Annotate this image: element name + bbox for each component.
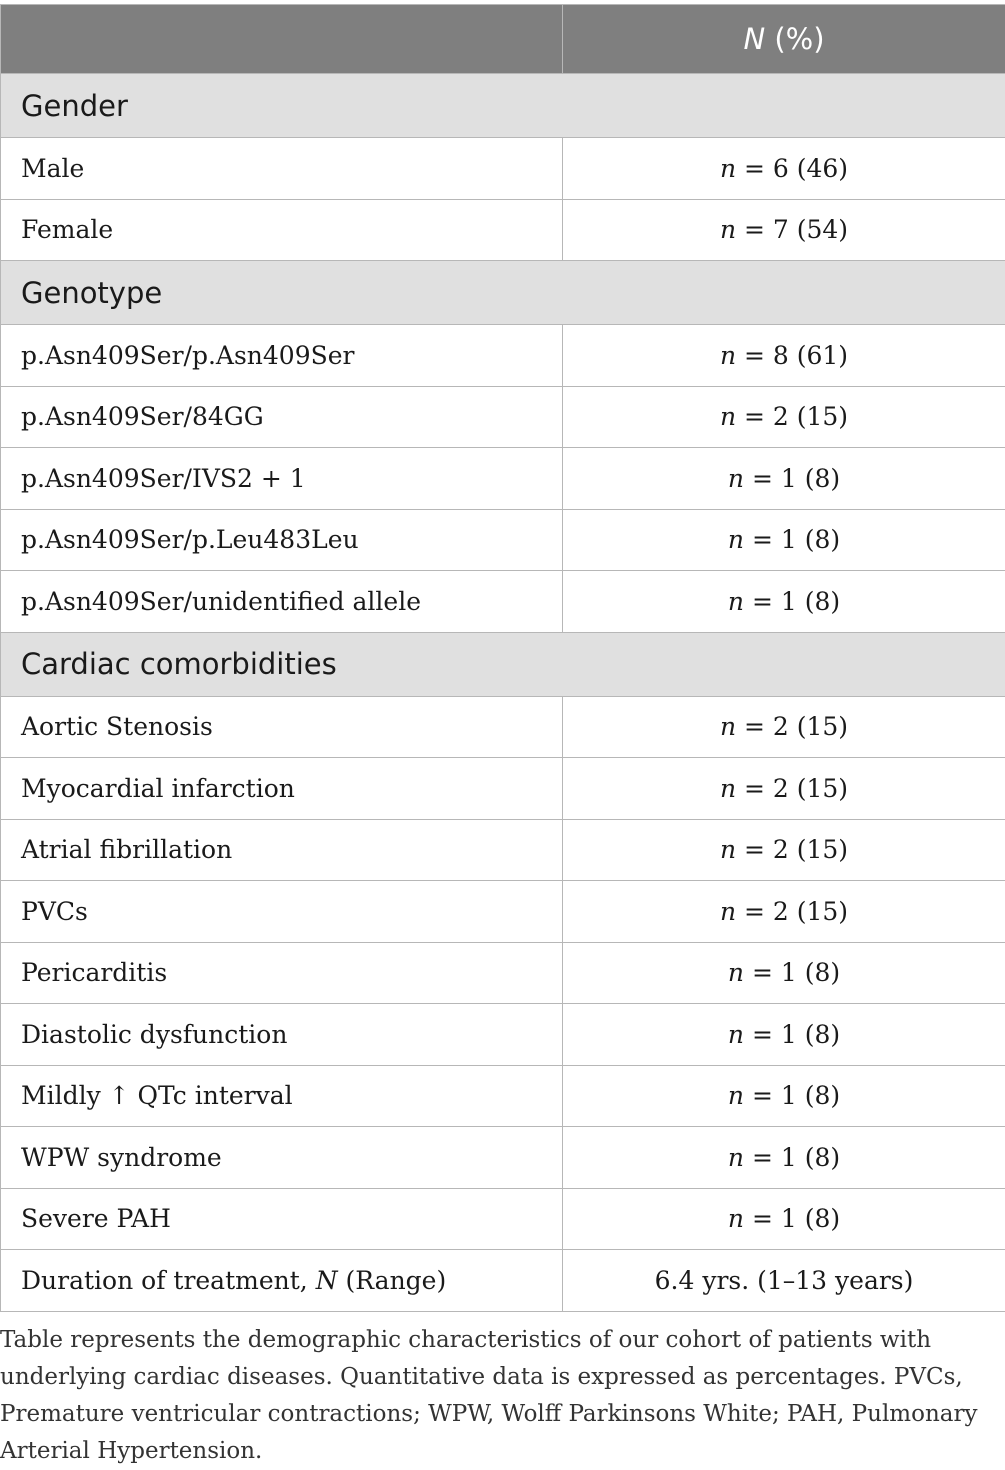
duration-row: [1, 1250, 1005, 1312]
row-value: [563, 1188, 1005, 1250]
table-row: [1, 819, 1005, 881]
row-value-count: = 2 (15): [736, 712, 848, 741]
row-value-n: n: [728, 587, 744, 616]
row-value-count: = 1 (8): [744, 1204, 840, 1233]
row-label: Male: [1, 138, 563, 200]
duration-label: [1, 1250, 563, 1312]
table-row: [1, 138, 1005, 200]
row-value: [563, 881, 1005, 943]
row-label: p.Asn409Ser/unidentified allele: [1, 571, 563, 633]
section-title: Gender: [1, 74, 1005, 138]
table-row: [1, 325, 1005, 387]
row-value-count: = 2 (15): [736, 774, 848, 803]
header-label-cell: [1, 5, 563, 74]
row-value-n: n: [720, 154, 736, 183]
table-row: [1, 571, 1005, 633]
table-row: [1, 386, 1005, 448]
row-value-count: = 7 (54): [736, 215, 848, 244]
duration-label-pre: Duration of treatment,: [21, 1266, 316, 1295]
row-value: [563, 509, 1005, 571]
row-value: [563, 758, 1005, 820]
table-row: [1, 758, 1005, 820]
section-title: Cardiac comorbidities: [1, 632, 1005, 696]
row-value-count: = 8 (61): [736, 341, 848, 370]
table-row: [1, 942, 1005, 1004]
row-label: p.Asn409Ser/84GG: [1, 386, 563, 448]
row-value-count: = 2 (15): [736, 402, 848, 431]
row-label: Atrial fibrillation: [1, 819, 563, 881]
row-value: [563, 138, 1005, 200]
row-value: [563, 386, 1005, 448]
table-caption: Table represents the demographic characteristics of our cohort of patients with underlying cardiac diseases. Quantitative data is expressed as percentages. PVCs, Premature ventricular contractions; WPW, Wolff Parkinsons White; PAH, Pulmonary Arterial Hypertension.: [0, 1322, 1000, 1470]
row-label: PVCs: [1, 881, 563, 943]
row-value: [563, 325, 1005, 387]
header-n: N: [743, 22, 765, 56]
row-label: Female: [1, 199, 563, 261]
row-value-count: = 1 (8): [744, 464, 840, 493]
row-label: WPW syndrome: [1, 1127, 563, 1189]
section-title: Genotype: [1, 261, 1005, 325]
table-row: [1, 1127, 1005, 1189]
row-value-count: = 2 (15): [736, 897, 848, 926]
row-value-n: n: [720, 215, 736, 244]
row-value-n: n: [720, 897, 736, 926]
row-value: [563, 942, 1005, 1004]
row-value-count: = 1 (8): [744, 1020, 840, 1049]
table-body: [1, 74, 1005, 1312]
row-label: Myocardial infarction: [1, 758, 563, 820]
row-value-count: = 1 (8): [744, 525, 840, 554]
row-value: [563, 448, 1005, 510]
row-value-count: = 2 (15): [736, 835, 848, 864]
row-value-n: n: [720, 341, 736, 370]
row-value-count: = 1 (8): [744, 587, 840, 616]
section-row: [1, 74, 1005, 138]
duration-label-post: (Range): [338, 1266, 447, 1295]
row-label: Mildly ↑ QTc interval: [1, 1065, 563, 1127]
duration-value: 6.4 yrs. (1–13 years): [563, 1250, 1005, 1312]
row-value-n: n: [728, 464, 744, 493]
table-row: [1, 1065, 1005, 1127]
table-header-row: [1, 5, 1005, 74]
row-value: [563, 571, 1005, 633]
row-label: Pericarditis: [1, 942, 563, 1004]
table-row: [1, 696, 1005, 758]
table-row: [1, 1004, 1005, 1066]
row-value-n: n: [720, 712, 736, 741]
row-value: [563, 1004, 1005, 1066]
row-value: [563, 199, 1005, 261]
row-value-n: n: [728, 1081, 744, 1110]
table-row: [1, 509, 1005, 571]
duration-label-n: N: [316, 1266, 338, 1295]
table-row: [1, 881, 1005, 943]
row-label: Aortic Stenosis: [1, 696, 563, 758]
row-label: Diastolic dysfunction: [1, 1004, 563, 1066]
section-row: [1, 261, 1005, 325]
row-value: [563, 1065, 1005, 1127]
row-value-n: n: [728, 1204, 744, 1233]
row-label: p.Asn409Ser/IVS2 + 1: [1, 448, 563, 510]
row-value-n: n: [720, 402, 736, 431]
row-value-n: n: [728, 958, 744, 987]
row-value-count: = 1 (8): [744, 958, 840, 987]
demographics-table: [0, 4, 1005, 1312]
row-value-n: n: [728, 525, 744, 554]
row-label: p.Asn409Ser/p.Asn409Ser: [1, 325, 563, 387]
table-row: [1, 199, 1005, 261]
table-row: [1, 448, 1005, 510]
table-row: [1, 1188, 1005, 1250]
header-value-cell: [563, 5, 1005, 74]
row-value-n: n: [720, 835, 736, 864]
row-value: [563, 696, 1005, 758]
row-value-n: n: [720, 774, 736, 803]
row-value-count: = 1 (8): [744, 1143, 840, 1172]
row-label: Severe PAH: [1, 1188, 563, 1250]
row-value-count: = 6 (46): [736, 154, 848, 183]
row-value-n: n: [728, 1020, 744, 1049]
row-value-n: n: [728, 1143, 744, 1172]
header-percent: (%): [765, 22, 824, 56]
row-value: [563, 1127, 1005, 1189]
row-value: [563, 819, 1005, 881]
row-label: p.Asn409Ser/p.Leu483Leu: [1, 509, 563, 571]
section-row: [1, 632, 1005, 696]
row-value-count: = 1 (8): [744, 1081, 840, 1110]
